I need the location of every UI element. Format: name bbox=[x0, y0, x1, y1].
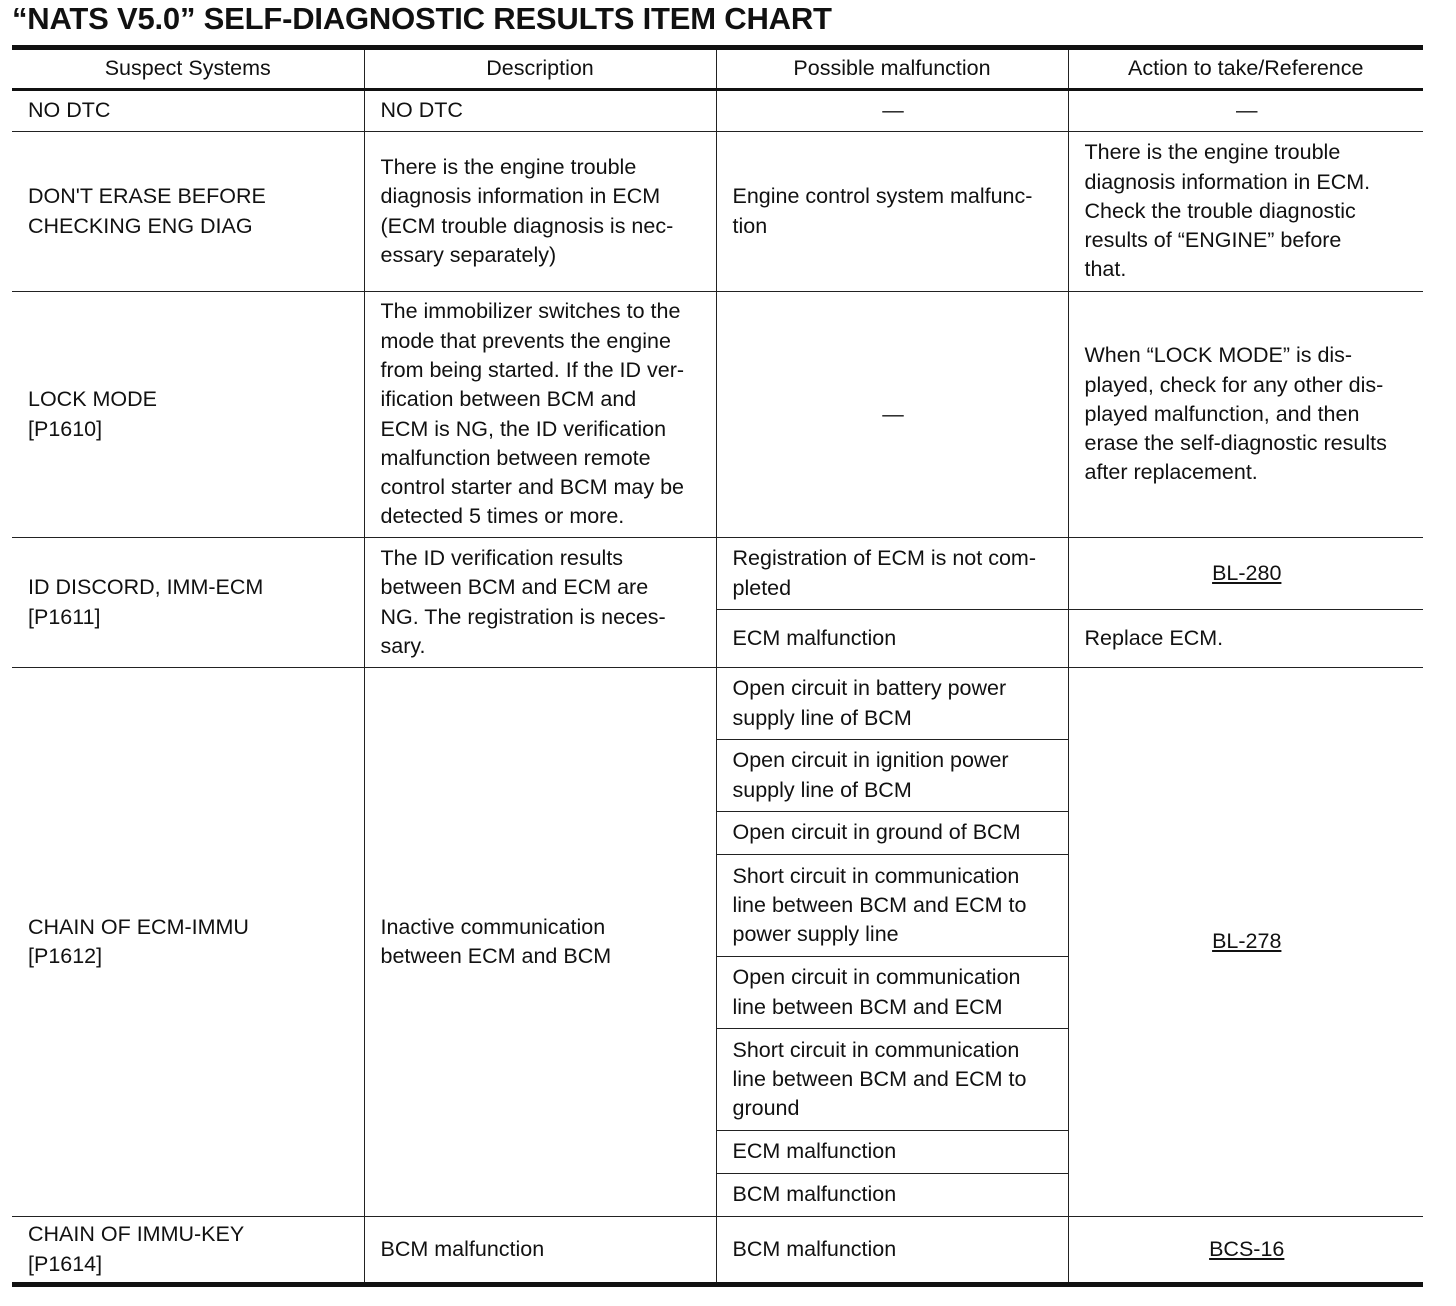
cell-malfunction: Registration of ECM is not com- pleted bbox=[716, 538, 1068, 610]
cell-system: LOCK MODE [P1610] bbox=[12, 292, 364, 538]
cell-action bbox=[1068, 1217, 1423, 1285]
header-suspect-systems: Suspect Systems bbox=[12, 48, 364, 90]
cell-system: DON'T ERASE BEFORE CHECKING ENG DIAG bbox=[12, 132, 364, 292]
cell-malfunction: Short circuit in communication line between BCM and ECM to ground bbox=[716, 1029, 1068, 1131]
page-title: “NATS V5.0” SELF-DIAGNOSTIC RESULTS ITEM CHART bbox=[12, 1, 832, 36]
cell-action: — bbox=[1068, 90, 1423, 132]
cell-malfunction: ECM malfunction bbox=[716, 1131, 1068, 1174]
table-row bbox=[12, 292, 1423, 538]
cell-malfunction: Engine control system malfunc- tion bbox=[716, 132, 1068, 292]
cell-malfunction: — bbox=[716, 90, 1068, 132]
cell-system: ID DISCORD, IMM-ECM [P1611] bbox=[12, 538, 364, 668]
cell-malfunction: BCM malfunction bbox=[716, 1174, 1068, 1217]
cell-malfunction: Open circuit in ground of BCM bbox=[716, 812, 1068, 855]
cell-action bbox=[1068, 538, 1423, 610]
header-row bbox=[12, 48, 1423, 90]
cell-description: There is the engine trouble diagnosis information in ECM (ECM trouble diagnosis is nec- essary separately) bbox=[364, 132, 716, 292]
reference-link-bl-280[interactable]: BL-280 bbox=[1212, 560, 1282, 585]
table-row bbox=[12, 1217, 1423, 1285]
diagnostic-results-table bbox=[12, 45, 1423, 1287]
cell-malfunction: ECM malfunction bbox=[716, 610, 1068, 668]
reference-link-bcs-16[interactable]: BCS-16 bbox=[1209, 1236, 1285, 1261]
cell-description: Inactive communication between ECM and BCM bbox=[364, 668, 716, 1217]
cell-action: When “LOCK MODE” is dis- played, check for any other dis- played malfunction, and then erase the self-diagnostic results after replacement. bbox=[1068, 292, 1423, 538]
table-row bbox=[12, 668, 1423, 740]
reference-link-bl-278[interactable]: BL-278 bbox=[1212, 929, 1282, 954]
cell-description: BCM malfunction bbox=[364, 1217, 716, 1285]
cell-malfunction: Open circuit in ignition power supply line of BCM bbox=[716, 740, 1068, 812]
cell-system: CHAIN OF ECM-IMMU [P1612] bbox=[12, 668, 364, 1217]
table-row bbox=[12, 90, 1423, 132]
table-row bbox=[12, 538, 1423, 610]
cell-description: The immobilizer switches to the mode that prevents the engine from being started. If the ID ver- ification between BCM and ECM is NG, the ID verification malfunction between remote control starter and BCM may be detected 5 times or more. bbox=[364, 292, 716, 538]
cell-description: NO DTC bbox=[364, 90, 716, 132]
cell-system: NO DTC bbox=[12, 90, 364, 132]
cell-malfunction: — bbox=[716, 292, 1068, 538]
header-possible-malfunction: Possible malfunction bbox=[716, 48, 1068, 90]
cell-malfunction: Short circuit in communication line between BCM and ECM to power supply line bbox=[716, 855, 1068, 957]
cell-description: The ID verification results between BCM and ECM are NG. The registration is neces- sary. bbox=[364, 538, 716, 668]
cell-malfunction: Open circuit in battery power supply line of BCM bbox=[716, 668, 1068, 740]
cell-action: Replace ECM. bbox=[1068, 610, 1423, 668]
cell-malfunction: Open circuit in communication line between BCM and ECM bbox=[716, 957, 1068, 1029]
cell-action: There is the engine trouble diagnosis information in ECM. Check the trouble diagnostic results of “ENGINE” before that. bbox=[1068, 132, 1423, 292]
cell-action bbox=[1068, 668, 1423, 1217]
cell-system: CHAIN OF IMMU-KEY [P1614] bbox=[12, 1217, 364, 1285]
header-description: Description bbox=[364, 48, 716, 90]
cell-malfunction: BCM malfunction bbox=[716, 1217, 1068, 1285]
table-row bbox=[12, 132, 1423, 292]
header-action-reference: Action to take/Reference bbox=[1068, 48, 1423, 90]
